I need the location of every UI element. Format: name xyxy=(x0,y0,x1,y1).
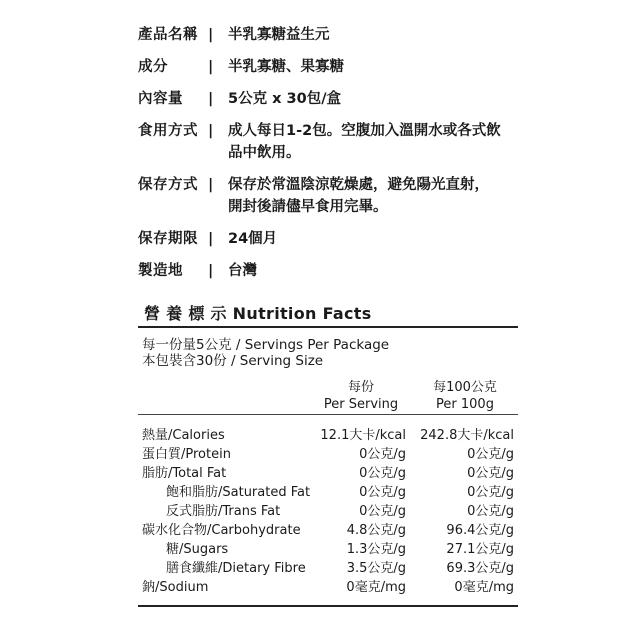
spec-row xyxy=(138,228,538,250)
spec-separator: | xyxy=(208,263,214,279)
nutrient-name: 熱量/Calories xyxy=(142,428,225,443)
nutrition-row xyxy=(0,483,640,502)
spec-separator: | xyxy=(208,91,214,107)
value-per-serving: 12.1大卡/kcal xyxy=(320,428,406,443)
bottom-divider xyxy=(138,605,518,607)
spec-value-line: 成人每日1-2包。空腹加入溫開水或各式飲 xyxy=(228,123,501,139)
spec-row xyxy=(138,56,538,78)
spec-row xyxy=(138,120,538,164)
spec-value xyxy=(228,260,538,282)
value-per-100g: 27.1公克/g xyxy=(446,542,514,557)
spec-value-line: 開封後請儘早食用完畢。 xyxy=(228,199,388,215)
nutrition-row xyxy=(0,502,640,521)
nutrient-name: 糖/Sugars xyxy=(166,542,229,557)
spec-label: 製造地 xyxy=(138,263,183,279)
spec-row xyxy=(138,24,538,46)
spec-label: 保存方式 xyxy=(138,177,198,193)
value-per-serving: 4.8公克/g xyxy=(346,523,406,538)
spec-label: 成分 xyxy=(138,59,168,75)
title-divider xyxy=(138,326,518,328)
spec-separator: | xyxy=(208,27,214,43)
column-header-line: Per Serving xyxy=(323,397,399,412)
spec-row xyxy=(138,88,538,110)
column-header-per-100g xyxy=(420,379,510,413)
value-per-serving: 0公克/g xyxy=(359,485,406,500)
column-header-line: 每份 xyxy=(347,380,374,395)
nutrient-name: 膳食纖維/Dietary Fibre xyxy=(166,561,306,576)
value-per-100g: 96.4公克/g xyxy=(446,523,514,538)
spec-value xyxy=(228,24,538,46)
value-per-serving: 0公克/g xyxy=(359,504,406,519)
spec-value-line: 保存於常溫陰涼乾燥處，避免陽光直射， xyxy=(228,177,489,193)
spec-value-line: 半乳寡糖益生元 xyxy=(228,27,330,43)
nutrition-row xyxy=(0,521,640,540)
value-per-serving: 1.3公克/g xyxy=(346,542,406,557)
nutrition-row xyxy=(0,540,640,559)
column-header-line: Per 100g xyxy=(436,397,494,412)
spec-row xyxy=(138,174,538,218)
spec-separator: | xyxy=(208,231,214,247)
nutrition-facts-title: 營 養 標 示 Nutrition Facts xyxy=(144,304,372,323)
value-per-100g: 242.8大卡/kcal xyxy=(420,428,514,443)
spec-separator: | xyxy=(208,123,214,139)
spec-value xyxy=(228,174,538,218)
spec-label: 食用方式 xyxy=(138,123,198,139)
serving-line: 本包裝含30份 / Serving Size xyxy=(142,353,324,369)
nutrient-name: 脂肪/Total Fat xyxy=(142,466,227,481)
spec-value xyxy=(228,120,538,164)
product-spec-list xyxy=(138,24,538,282)
nutrient-name: 鈉/Sodium xyxy=(142,580,209,595)
value-per-100g: 0公克/g xyxy=(467,485,514,500)
nutrient-name: 碳水化合物/Carbohydrate xyxy=(142,523,301,538)
spec-value-line: 台灣 xyxy=(228,263,257,279)
nutrition-row xyxy=(0,445,640,464)
nutrition-row xyxy=(0,426,640,445)
spec-value-line: 半乳寡糖、果寡糖 xyxy=(228,59,344,75)
nutrition-row xyxy=(0,559,640,578)
serving-line: 每一份量5公克 / Servings Per Package xyxy=(142,337,390,353)
value-per-serving: 0毫克/mg xyxy=(346,580,406,595)
spec-value xyxy=(228,228,538,250)
spec-value-line: 24個月 xyxy=(228,231,278,247)
value-per-serving: 0公克/g xyxy=(359,466,406,481)
spec-value-line: 5公克 x 30包/盒 xyxy=(228,91,342,107)
header-divider xyxy=(138,414,518,415)
spec-label: 內容量 xyxy=(138,91,183,107)
value-per-serving: 3.5公克/g xyxy=(346,561,406,576)
nutrient-name: 反式脂肪/Trans Fat xyxy=(166,504,281,519)
value-per-100g: 69.3公克/g xyxy=(446,561,514,576)
column-header-line: 每100公克 xyxy=(433,380,497,395)
spec-row xyxy=(138,260,538,282)
spec-label: 產品名稱 xyxy=(138,27,198,43)
spec-value xyxy=(228,88,538,110)
spec-value-line: 品中飲用。 xyxy=(228,145,301,161)
nutrition-row xyxy=(0,464,640,483)
nutrient-name: 飽和脂肪/Saturated Fat xyxy=(166,485,311,500)
column-header-per-serving xyxy=(318,379,404,413)
value-per-100g: 0毫克/mg xyxy=(454,580,514,595)
nutrition-row xyxy=(0,578,640,597)
value-per-100g: 0公克/g xyxy=(467,504,514,519)
nutrient-name: 蛋白質/Protein xyxy=(142,447,231,462)
spec-separator: | xyxy=(208,177,214,193)
spec-separator: | xyxy=(208,59,214,75)
value-per-100g: 0公克/g xyxy=(467,447,514,462)
serving-info xyxy=(142,337,389,369)
spec-label: 保存期限 xyxy=(138,231,198,247)
value-per-100g: 0公克/g xyxy=(467,466,514,481)
spec-value xyxy=(228,56,538,78)
value-per-serving: 0公克/g xyxy=(359,447,406,462)
